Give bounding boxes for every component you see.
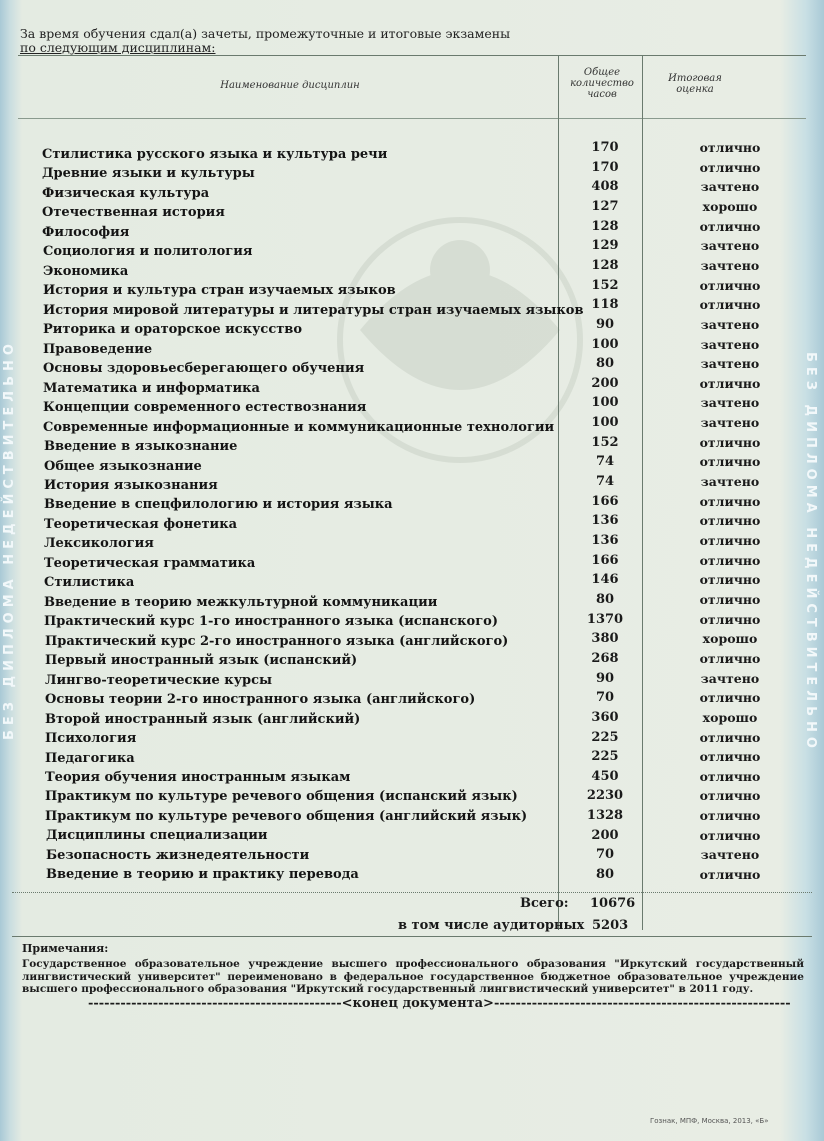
discipline-name: История языкознания (44, 477, 218, 493)
discipline-name: Физическая культура (42, 185, 210, 201)
discipline-name: Риторика и ораторское искусство (43, 322, 303, 338)
table-row (0, 710, 824, 730)
discipline-grade: отлично (699, 768, 761, 784)
header-grade-line-2: оценка (676, 84, 714, 95)
discipline-hours: 200 (591, 827, 619, 843)
discipline-name: Теоретическая фонетика (44, 516, 238, 532)
discipline-hours: 152 (591, 277, 619, 293)
discipline-name: Первый иностранный язык (испанский) (45, 653, 358, 669)
table-row (0, 474, 824, 494)
discipline-name: Стилистика (44, 575, 135, 591)
discipline-grade: зачтено (700, 238, 760, 254)
discipline-grade: отлично (699, 788, 761, 804)
left-security-strip-text: БЕЗ ДИПЛОМА НЕДЕЙСТВИТЕЛЬНО (2, 339, 17, 740)
discipline-hours: 166 (591, 552, 619, 568)
discipline-grade: отлично (699, 454, 761, 470)
header-grade-line-1: Итоговая (668, 73, 722, 84)
discipline-grade: отлично (699, 611, 761, 627)
discipline-name: Стилистика русского языка и культура речи (42, 147, 388, 162)
header-hours-line-2: количество (570, 78, 634, 89)
discipline-name: Концепции современного естествознания (43, 400, 367, 416)
discipline-name: Правоведение (43, 341, 153, 357)
discipline-grade: зачтено (700, 415, 760, 431)
discipline-name: Практикум по культуре речевого общения (английский язык) (45, 808, 528, 824)
discipline-name: Дисциплины специализации (46, 828, 268, 844)
discipline-grade: отлично (699, 827, 761, 843)
discipline-name: Лингво-теоретические курсы (45, 672, 273, 688)
discipline-grade: отлично (699, 140, 761, 155)
header-final-grade (650, 73, 740, 95)
discipline-name: Общее языкознание (44, 458, 202, 474)
discipline-name: Отечественная история (42, 205, 225, 221)
discipline-hours: 74 (595, 474, 615, 490)
discipline-grade: отлично (699, 808, 761, 824)
discipline-grade: хорошо (702, 198, 758, 214)
discipline-hours: 408 (591, 179, 619, 195)
discipline-name: Математика и информатика (43, 380, 260, 396)
table-row (0, 395, 824, 415)
total-label: Всего: (520, 896, 569, 911)
table-row (0, 494, 824, 514)
table-row (0, 179, 824, 199)
discipline-hours: 136 (591, 513, 619, 529)
discipline-name: Основы теории 2-го иностранного языка (английского) (45, 692, 476, 708)
table-row (0, 631, 824, 651)
discipline-hours: 74 (595, 454, 615, 470)
discipline-hours: 128 (591, 218, 619, 234)
discipline-grade: отлично (699, 513, 761, 529)
table-top-rule (18, 55, 806, 56)
discipline-name: Педагогика (45, 750, 135, 766)
table-row (0, 415, 824, 435)
table-row (0, 199, 824, 219)
table-row (0, 317, 824, 337)
classroom-value: 5203 (592, 918, 629, 933)
discipline-hours: 170 (591, 140, 619, 155)
discipline-grade: отлично (699, 297, 761, 313)
table-row (0, 592, 824, 612)
discipline-name: История мировой литературы и литературы стран изучаемых языков (43, 302, 584, 318)
discipline-name: Философия (42, 224, 130, 240)
header-hours-line-3: часов (587, 89, 617, 100)
discipline-grade: зачтено (700, 316, 760, 332)
discipline-grade: зачтено (700, 395, 760, 411)
discipline-hours: 268 (591, 650, 619, 666)
discipline-grade: отлично (699, 533, 761, 548)
discipline-name: Безопасность жизнедеятельности (46, 847, 310, 863)
discipline-hours: 80 (595, 356, 615, 372)
discipline-name: Социология и политология (43, 244, 253, 260)
discipline-grade: отлично (699, 690, 761, 706)
discipline-hours: 136 (591, 533, 619, 548)
discipline-name: Практический курс 2-го иностранного языка (английского) (45, 633, 509, 649)
discipline-hours: 90 (595, 670, 615, 686)
discipline-hours: 70 (595, 690, 615, 706)
discipline-hours: 380 (591, 631, 619, 647)
discipline-name: Практический курс 1-го иностранного языка (испанского) (44, 614, 498, 630)
table-row (0, 867, 824, 887)
discipline-grade: зачтено (700, 179, 760, 195)
header-hours-line-1: Общее (583, 67, 621, 78)
header-discipline: Наименование дисциплин (220, 80, 360, 91)
discipline-hours: 1370 (586, 611, 624, 627)
table-row (0, 238, 824, 258)
discipline-grade: хорошо (702, 709, 758, 725)
table-row (0, 356, 824, 376)
discipline-name: Практикум по культуре речевого общения (испанский язык) (45, 789, 518, 805)
table-row (0, 297, 824, 317)
discipline-name: Экономика (43, 263, 129, 279)
discipline-hours: 70 (595, 847, 615, 863)
table-row (0, 278, 824, 298)
intro-text (20, 27, 510, 55)
intro-line-1: За время обучения сдал(а) зачеты, промежуточные и итоговые экзамены (20, 26, 511, 41)
discipline-grade: отлично (699, 277, 761, 293)
intro-line-2: по следующим дисциплинам: (20, 40, 216, 55)
discipline-name: Теория обучения иностранным языкам (45, 770, 351, 786)
discipline-name: Основы здоровьесберегающего обучения (43, 361, 365, 377)
discipline-grade: отлично (699, 218, 761, 234)
discipline-name: Современные информационные и коммуникационные технологии (43, 419, 555, 435)
table-row (0, 572, 824, 592)
discipline-grade: зачтено (700, 474, 760, 490)
discipline-hours: 225 (591, 729, 619, 745)
table-row (0, 513, 824, 533)
discipline-hours: 100 (591, 415, 619, 431)
discipline-hours: 146 (591, 572, 619, 588)
discipline-grade: зачтено (700, 257, 760, 273)
table-row (0, 376, 824, 396)
table-row (0, 828, 824, 848)
table-row (0, 219, 824, 239)
discipline-grade: отлично (699, 591, 761, 607)
discipline-hours: 90 (595, 316, 615, 332)
printer-imprint: Гознак, МПФ, Москва, 2013, «Б» (650, 1117, 769, 1125)
discipline-hours: 360 (591, 709, 619, 725)
notes-title: Примечания: (22, 942, 109, 955)
discipline-hours: 100 (591, 395, 619, 411)
table-row (0, 808, 824, 828)
discipline-name: Лексикология (44, 536, 154, 552)
discipline-grade: хорошо (702, 631, 758, 647)
discipline-grade: зачтено (700, 336, 760, 352)
discipline-name: Второй иностранный язык (английский) (45, 711, 361, 727)
discipline-grade: отлично (699, 375, 761, 391)
table-row (0, 769, 824, 789)
table-row (0, 258, 824, 278)
discipline-name: Введение в языкознание (44, 439, 238, 455)
table-row (0, 847, 824, 867)
table-row (0, 160, 824, 180)
discipline-name: История и культура стран изучаемых языков (43, 283, 396, 299)
discipline-hours: 118 (591, 297, 619, 313)
discipline-grade: отлично (699, 729, 761, 745)
discipline-hours: 100 (591, 336, 619, 352)
discipline-hours: 1328 (586, 808, 624, 824)
table-bottom-rule (12, 892, 812, 893)
table-header-rule (18, 118, 806, 119)
discipline-hours: 127 (591, 198, 619, 214)
table-row (0, 651, 824, 671)
discipline-hours: 450 (591, 768, 619, 784)
discipline-grade: зачтено (700, 847, 760, 863)
table-row (0, 454, 824, 474)
discipline-grade: отлично (699, 552, 761, 568)
discipline-hours: 128 (591, 257, 619, 273)
notes-text: Государственное образовательное учреждение высшего профессионального образования "Иркутский государственный лингвистический университет" переименовано в федеральное государственное бюджетное образовательное учреждение высшего профессионального образования "Иркутский государственный лингвистический университет" в 2011 году. (22, 958, 804, 995)
table-row (0, 690, 824, 710)
discipline-name: Введение в теорию и практику перевода (46, 867, 359, 883)
classroom-label: в том числе аудиторных (398, 918, 585, 933)
table-row (0, 612, 824, 632)
discipline-grade: отлично (699, 434, 761, 450)
discipline-name: Введение в теорию межкультурной коммуникации (44, 594, 438, 610)
table-row (0, 730, 824, 750)
discipline-grade: зачтено (700, 356, 760, 372)
table-row (0, 553, 824, 573)
table-row (0, 337, 824, 357)
header-total-hours (562, 67, 642, 100)
discipline-grade: отлично (699, 650, 761, 666)
table-row (0, 671, 824, 691)
discipline-hours: 129 (591, 238, 619, 254)
discipline-name: Введение в спецфилологию и история языка (44, 497, 393, 513)
discipline-name: Древние языки и культуры (42, 166, 255, 182)
table-row (0, 533, 824, 553)
discipline-grade: отлично (699, 572, 761, 588)
discipline-name: Психология (45, 731, 137, 747)
end-of-document-line: -----------------------------------------------<конец документа>------------------------------------------------------- (88, 996, 791, 1011)
discipline-name: Теоретическая грамматика (44, 555, 256, 571)
discipline-grade: отлично (699, 749, 761, 765)
table-row (0, 435, 824, 455)
right-security-strip-text: БЕЗ ДИПЛОМА НЕДЕЙСТВИТЕЛЬНО (803, 352, 818, 753)
discipline-hours: 152 (591, 434, 619, 450)
discipline-hours: 225 (591, 749, 619, 765)
table-row (0, 140, 824, 160)
discipline-hours: 200 (591, 375, 619, 391)
discipline-hours: 166 (591, 493, 619, 509)
discipline-grade: отлично (699, 867, 761, 883)
discipline-hours: 80 (595, 867, 615, 883)
discipline-hours: 2230 (586, 788, 624, 804)
notes-top-rule (12, 936, 812, 937)
discipline-hours: 170 (591, 159, 619, 175)
total-value: 10676 (590, 896, 636, 911)
discipline-grade: зачтено (700, 670, 760, 686)
discipline-hours: 80 (595, 591, 615, 607)
discipline-grade: отлично (699, 493, 761, 509)
discipline-grade: отлично (699, 159, 761, 175)
table-row (0, 749, 824, 769)
table-row (0, 788, 824, 808)
